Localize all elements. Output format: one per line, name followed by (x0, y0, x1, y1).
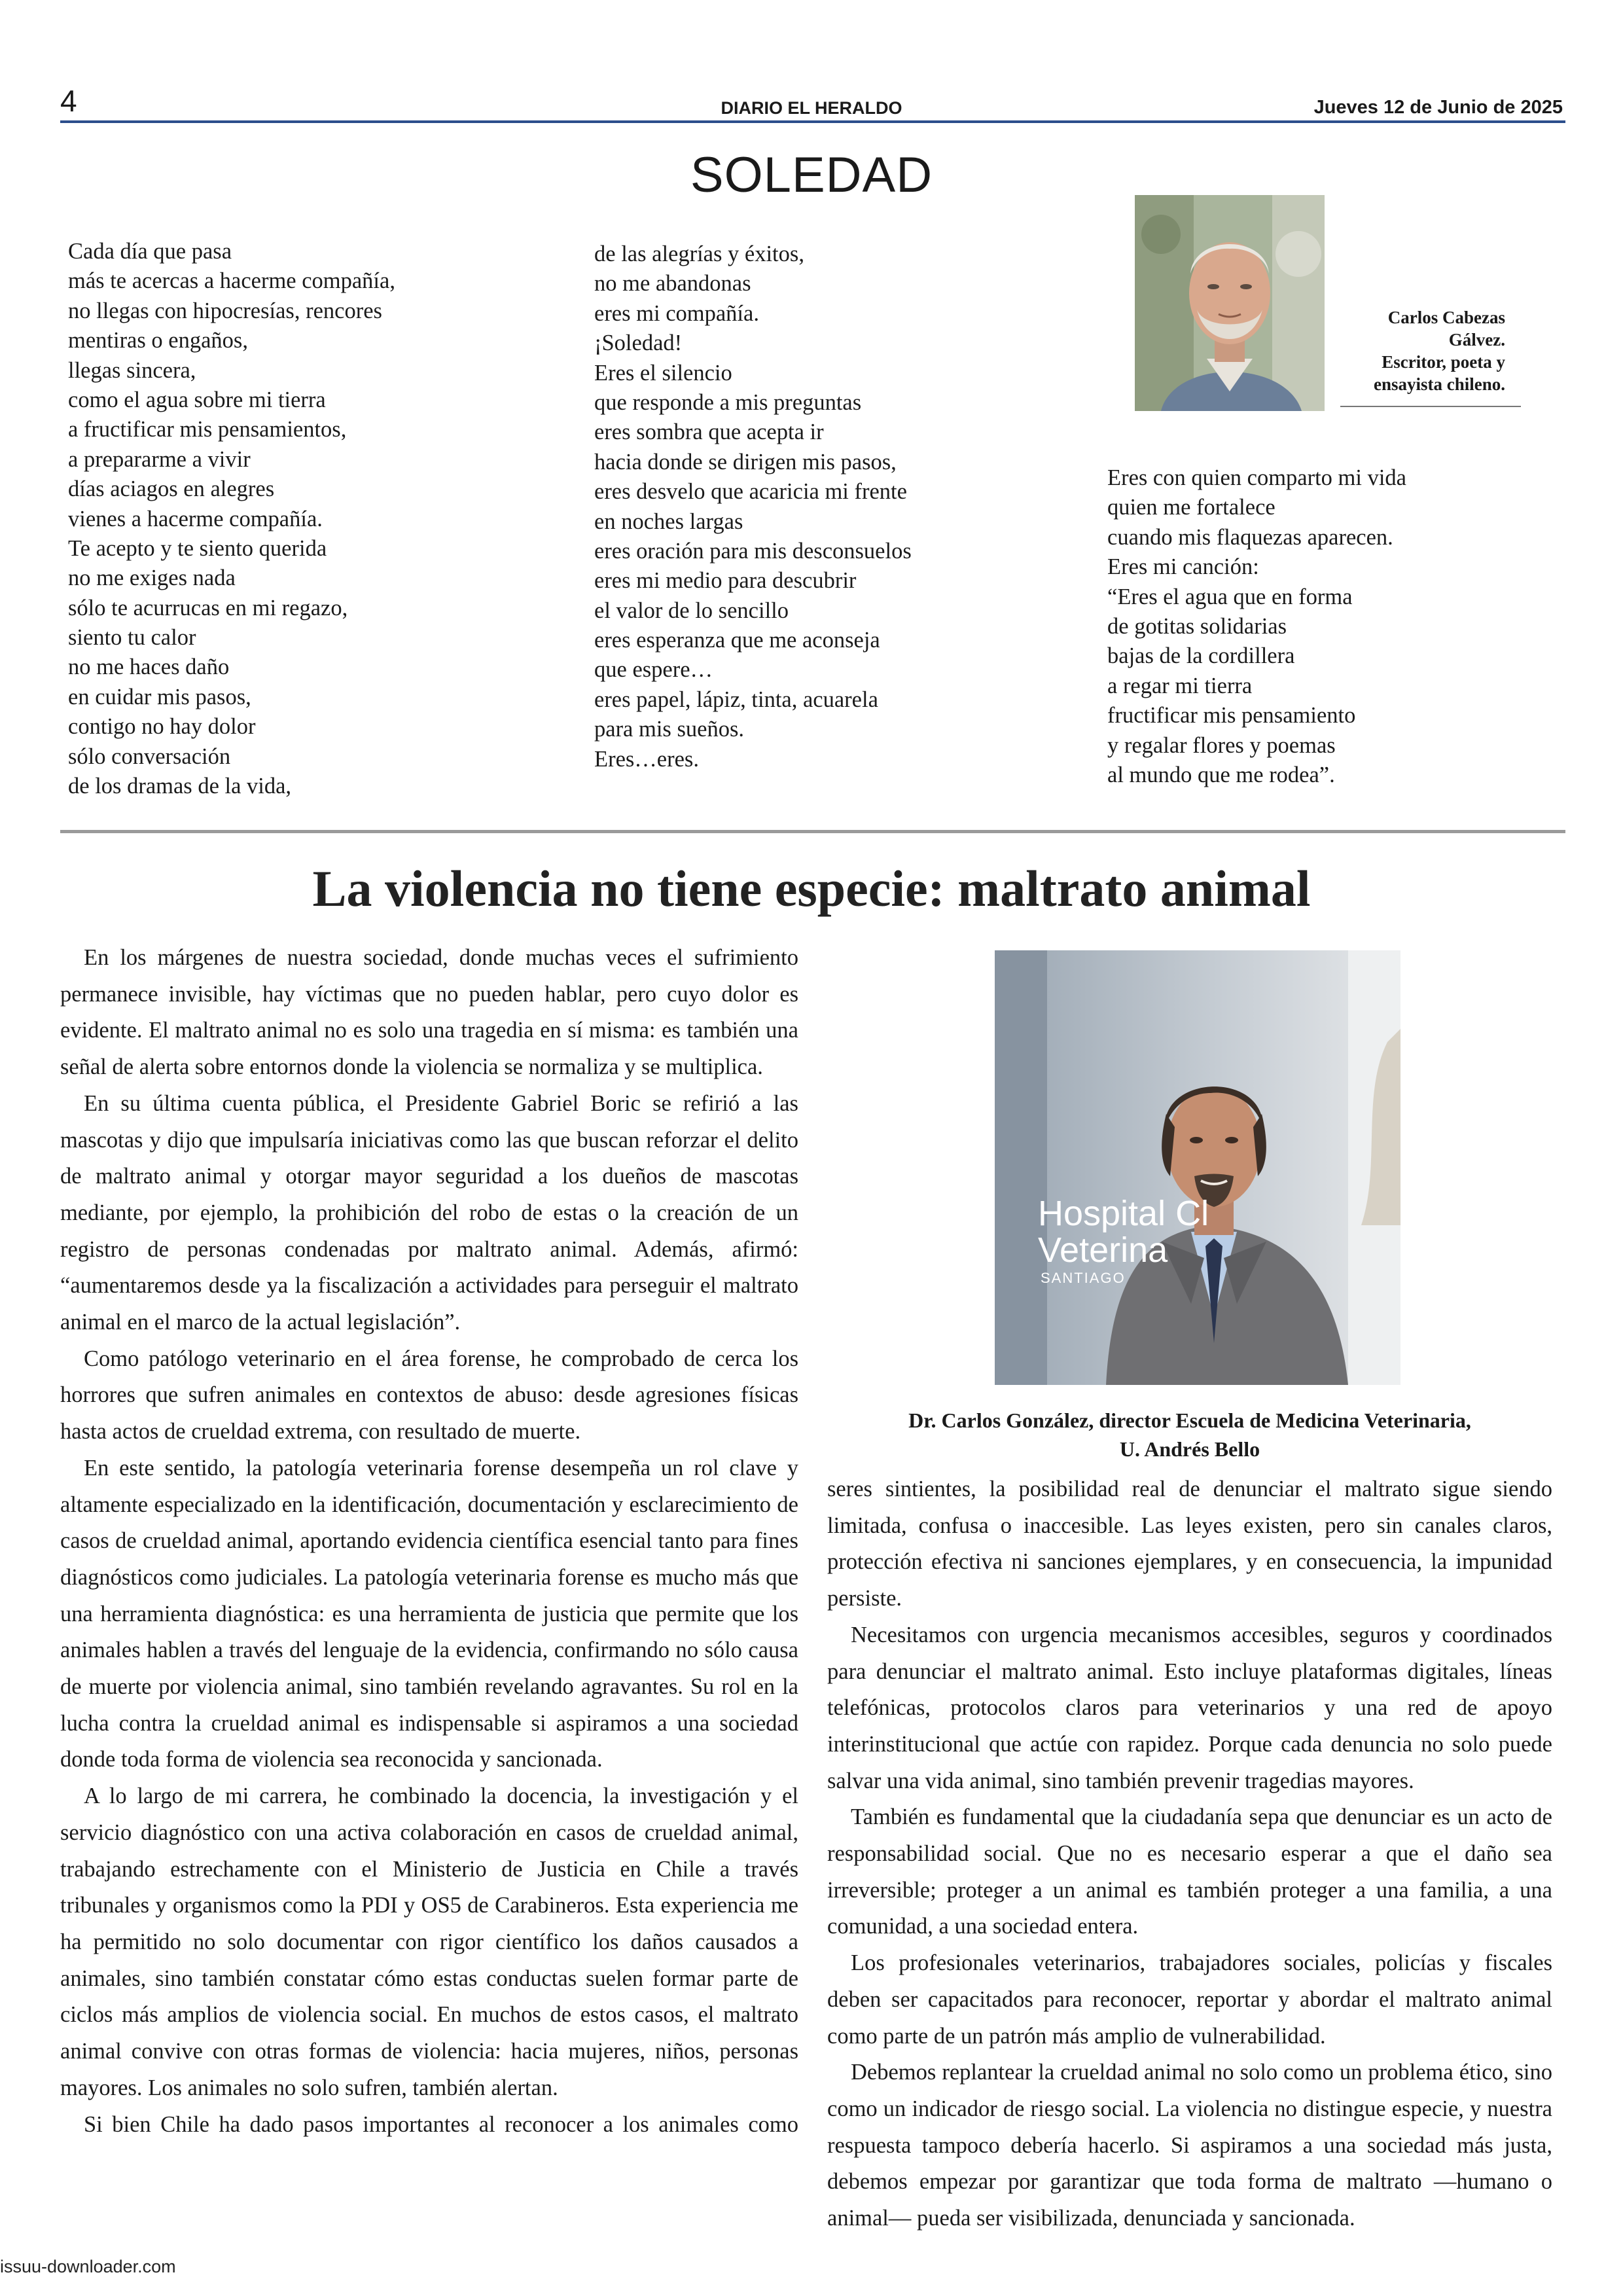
poem-column-1 (68, 237, 395, 801)
author-portrait (1135, 195, 1325, 411)
article-paragraph: Debemos replantear la crueldad animal no solo como un problema ético, sino como un indicador de riesgo social. La violencia no distingue especie, y nuestra respuesta tampoco debería hacerlo. Si aspiramos a una sociedad más justa, debemos empezar por garantizar que toda forma de maltrato —humano o animal— pueda ser visibilizada, denunciada y sancionada. (827, 2060, 1552, 2231)
doctor-photo-image (995, 950, 1400, 1385)
caption-rule (1340, 406, 1521, 407)
poem-line: fructificar mis pensamiento (1107, 703, 1356, 728)
article-headline: La violencia no tiene especie: maltrato animal (312, 860, 1311, 917)
poem-line: no me abandonas (594, 271, 751, 296)
poem-line: Eres…eres. (594, 746, 699, 772)
author-caption-line: Gálvez. (1448, 330, 1505, 350)
page-number: 4 (60, 84, 77, 118)
poem-line: eres mi compañía. (594, 300, 759, 326)
poem-line: que responde a mis preguntas (594, 389, 862, 415)
poem-line: Eres con quien comparto mi vida (1107, 465, 1406, 490)
poem-line: eres desvelo que acaricia mi frente (594, 479, 907, 505)
poem-line: ¡Soledad! (594, 331, 683, 356)
poem-line: Eres mi canción: (1107, 554, 1259, 580)
article-paragraph: Los profesionales veterinarios, trabajadores sociales, policías y fiscales deben ser capacitados para reconocer, reportar y abordar el maltrato animal como parte de un patrón más amplio de vulnerabilidad. (827, 1950, 1552, 2049)
poem-line: más te acercas a hacerme compañía, (68, 268, 395, 294)
poem-line: de los dramas de la vida, (68, 774, 292, 799)
poem-line: quien me fortalece (1107, 495, 1275, 520)
poem-line: llegas sincera, (68, 357, 196, 383)
poem-line: Te acepto y te siento querida (68, 535, 327, 561)
poem-line: para mis sueños. (594, 717, 745, 742)
poem-line: cuando mis flaquezas aparecen. (1107, 524, 1393, 550)
poem-line: sólo te acurrucas en mi regazo, (68, 595, 348, 620)
header-rule (60, 120, 1565, 123)
photo-sign-line-2: Veterina (1038, 1230, 1168, 1270)
newspaper-name: DIARIO EL HERALDO (721, 98, 902, 118)
author-caption-line: Escritor, poeta y (1382, 352, 1505, 372)
poem-line: mentiras o engaños, (68, 328, 248, 353)
poem-line: en cuidar mis pasos, (68, 684, 251, 709)
poem-line: siento tu calor (68, 625, 196, 651)
poem-line: al mundo que me rodea”. (1107, 762, 1335, 787)
doctor-caption-line: Dr. Carlos González, director Escuela de Medicina Veterinaria, (908, 1408, 1471, 1432)
issue-date: Jueves 12 de Junio de 2025 (1313, 97, 1563, 118)
poem-line: el valor de lo sencillo (594, 598, 789, 623)
poem-line: como el agua sobre mi tierra (68, 387, 326, 412)
poem-line: eres papel, lápiz, tinta, acuarela (594, 687, 878, 712)
source-watermark: issuu-downloader.com (0, 2257, 176, 2276)
poem-line: Eres el silencio (594, 360, 732, 386)
poem-line: días aciagos en alegres (68, 476, 275, 502)
poem-line: hacia donde se dirigen mis pasos, (594, 449, 897, 475)
poem-line: a prepararme a vivir (68, 446, 251, 472)
article-paragraph: Necesitamos con urgencia mecanismos accesibles, seguros y coordinados para denunciar el maltrato animal. Esto incluye plataformas digitales, líneas telefónicas, protocolos claros para veterinarios y una red de apoyo interinstitucional que actúe con rapidez. Porque cada denuncia no solo puede salvar una vida animal, sino también prevenir tragedias mayores. (827, 1622, 1552, 1793)
article-paragraph: seres sintientes, la posibilidad real de denunciar el maltrato sigue siendo limitada, confusa o inaccesible. Las leyes existen, pero sin canales claros, protección efectiva ni sanciones ejemplares, y en consecuencia, la impunidad persiste. (827, 1477, 1552, 1611)
article-paragraph: En su última cuenta pública, el Presidente Gabriel Boric se refirió a las mascotas y dijo que impulsaría iniciativas como las que buscan reforzar el delito de maltrato animal y otorgar mayor seguridad a los dueños de mascotas mediante, por ejemplo, la prohibición del robo de estas o la creación de un registro de personas condenadas por maltrato animal. Además, afirmó: “aumentaremos desde ya la fiscalización a actividades para perseguir el maltrato animal en el marco de la actual legislación”. (60, 1090, 798, 1335)
photo-sign-line-1: Hospital Cl (1038, 1194, 1209, 1233)
doctor-caption-line: U. Andrés Bello (1119, 1437, 1260, 1461)
article-paragraph: En los márgenes de nuestra sociedad, donde muchas veces el sufrimiento permanece invisible, hay víctimas que no pueden hablar, pero cuyo dolor es evidente. El maltrato animal no es solo una tragedia en sí misma: es también una señal de alerta sobre entornos donde la violencia se normaliza y se multiplica. (60, 945, 798, 1080)
author-portrait-image (1135, 195, 1325, 411)
author-caption-line: Carlos Cabezas (1387, 308, 1505, 327)
section-divider (60, 830, 1565, 833)
article-paragraph: A lo largo de mi carrera, he combinado la docencia, la investigación y el servicio diagnóstico con una activa colaboración en casos de crueldad animal, trabajando estrechamente con el Ministerio de Justicia en Chile a través tribunales y organismos como la PDI y OS5 de Carabineros. Esta experiencia me ha permitido no solo documentar con rigor científico los daños causados a animales, sino también constatar cómo estas conductas suelen formar parte de ciclos más amplios de violencia social. En muchos de estos casos, el maltrato animal convive con otras formas de violencia: hacia mujeres, niños, personas mayores. Los animales no solo sufren, también alertan. (60, 1784, 798, 2100)
poem-line: que espere… (594, 657, 713, 683)
poem-line: eres esperanza que me aconseja (594, 628, 880, 653)
doctor-photo (995, 950, 1400, 1385)
author-caption (1322, 306, 1505, 395)
poem-column-3 (1107, 463, 1406, 790)
photo-sign-line-3: SANTIAGO (1041, 1270, 1126, 1286)
poem-line: Cada día que pasa (68, 239, 232, 264)
poem-line: eres sombra que acepta ir (594, 420, 824, 445)
article-column-right (827, 1471, 1552, 2237)
article-column-left (60, 940, 798, 2143)
poem-line: y regalar flores y poemas (1107, 732, 1336, 758)
poem-line: a regar mi tierra (1107, 673, 1253, 698)
poem-line: no me haces daño (68, 655, 230, 680)
poem-line: no me exiges nada (68, 565, 236, 591)
poem-line: de gotitas solidarias (1107, 613, 1287, 639)
poem-line: eres oración para mis desconsuelos (594, 538, 912, 564)
poem-line: de las alegrías y éxitos, (594, 242, 804, 266)
poem-column-2 (594, 240, 912, 774)
poem-line: vienes a hacerme compañía. (68, 506, 323, 531)
poem-line: sólo conversación (68, 744, 231, 769)
poem-title: SOLEDAD (690, 147, 933, 203)
article-paragraph: Como patólogo veterinario en el área forense, he comprobado de cerca los horrores que sufren animales en contextos de abuso: desde agresiones físicas hasta actos de crueldad extrema, con resultado de muerte. (60, 1346, 798, 1444)
poem-line: en noches largas (594, 509, 743, 534)
poem-line: eres mi medio para descubrir (594, 568, 857, 594)
poem-line: bajas de la cordillera (1107, 643, 1295, 669)
poem-line: contigo no hay dolor (68, 714, 256, 740)
doctor-caption (827, 1406, 1552, 1463)
article-paragraph: También es fundamental que la ciudadanía sepa que denunciar es un acto de responsabilidad social. Que no es necesario esperar a que el daño sea irreversible; proteger a un animal es también proteger a una familia, a una comunidad, a una sociedad entera. (827, 1804, 1552, 1939)
article-paragraph: En este sentido, la patología veterinaria forense desempeña un rol clave y altamente especializado en la identificación, documentación y esclarecimiento de casos de crueldad animal, aportando evidencia científica esencial tanto para fines diagnósticos como judiciales. La patología veterinaria forense es mucho más que una herramienta diagnóstica: es una herramienta de justicia que permite que los animales hablen a través del lenguaje de la evidencia, confirmando no sólo causa de muerte por violencia animal, sino también revelando agravantes. Su rol en la lucha contra la crueldad animal es indispensable si aspiramos a una sociedad donde toda forma de violencia sea reconocida y sancionada. (60, 1455, 798, 1772)
poem-line: “Eres el agua que en forma (1107, 584, 1353, 609)
author-caption-line: ensayista chileno. (1373, 374, 1505, 394)
poem-line: a fructificar mis pensamientos, (68, 417, 347, 442)
article-paragraph: Si bien Chile ha dado pasos importantes al reconocer a los animales como (84, 2111, 798, 2137)
poem-line: no llegas con hipocresías, rencores (68, 298, 382, 323)
